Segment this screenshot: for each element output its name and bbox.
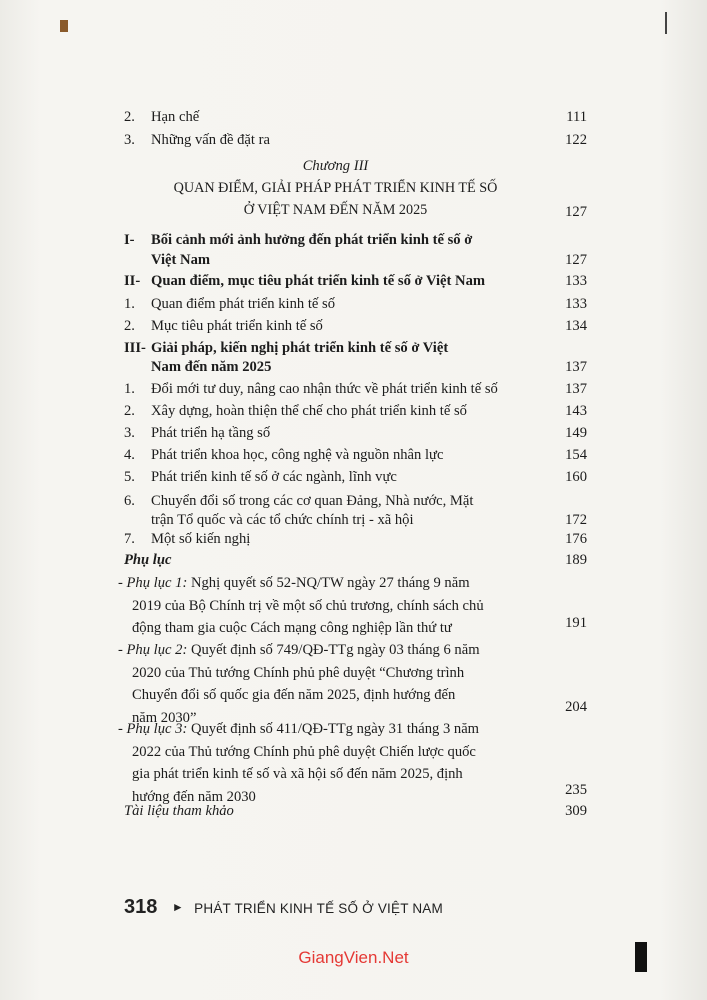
toc-item-text-line2: trận Tổ quốc và các tổ chức chính trị - xã hội	[151, 512, 414, 528]
chapter-title-line1: QUAN ĐIỂM, GIẢI PHÁP PHÁT TRIỂN KINH TẾ SỐ	[173, 180, 498, 196]
appendix-line: gia phát triển kinh tế số và xã hội số đến năm 2025, định	[132, 766, 463, 782]
toc-item-page: 111	[566, 109, 587, 125]
toc-item-text: Chuyển đổi số trong các cơ quan Đảng, Nhà nước, Mặt	[151, 493, 474, 509]
appendix-lead: - Phụ lục 1:	[118, 575, 188, 591]
toc-item-page: 133	[565, 296, 587, 312]
section-text: Giải pháp, kiến nghị phát triển kinh tế số ở Việt	[151, 340, 449, 356]
appendix-line: 2022 của Thủ tướng Chính phủ phê duyệt Chiến lược quốc	[132, 743, 476, 760]
toc-item-page: 143	[565, 403, 587, 419]
footer-page-number: 318	[124, 896, 158, 918]
appendix-page: 191	[565, 615, 587, 631]
toc-item-text: Xây dựng, hoàn thiện thể chế cho phát triển kinh tế số	[151, 403, 467, 419]
toc-item-text: Đổi mới tư duy, nâng cao nhận thức về phát triển kinh tế số	[151, 381, 498, 397]
section-page: 127	[565, 252, 587, 268]
section-number: III-	[124, 340, 146, 356]
toc-item-number: 1.	[124, 296, 135, 312]
toc-item-page: 154	[565, 447, 587, 463]
toc-item-text: Phát triển hạ tầng số	[151, 425, 271, 441]
toc-item-page: 149	[565, 425, 587, 441]
chapter-title-line2: Ở VIỆT NAM ĐẾN NĂM 2025	[243, 202, 428, 218]
footer-book-title: PHÁT TRIỂN KINH TẾ SỐ Ở VIỆT NAM	[194, 901, 443, 916]
appendix-page: 235	[565, 782, 587, 798]
appendix-lead: - Phụ lục 2:	[118, 642, 188, 658]
toc-item-text: Phát triển kinh tế số ở các ngành, lĩnh vực	[151, 469, 397, 485]
chapter-label: Chương III	[302, 158, 369, 174]
section-text-line2: Việt Nam	[151, 252, 211, 268]
appendix-entry	[118, 639, 518, 729]
toc-item-page: 134	[565, 318, 587, 334]
appendix-heading-text: Phụ lục	[124, 552, 172, 568]
scan-corner-mark	[60, 20, 68, 32]
section-page: 133	[565, 273, 587, 289]
appendix-page: 204	[565, 699, 587, 715]
toc-item-number: 6.	[124, 493, 135, 509]
appendix-line: Nghị quyết số 52-NQ/TW ngày 27 tháng 9 năm	[190, 575, 470, 591]
watermark: GiangVien.Net	[298, 948, 409, 967]
toc-item-number: 4.	[124, 447, 135, 463]
appendix-line: hướng đến năm 2030	[132, 788, 256, 805]
appendix-entry	[118, 718, 518, 808]
appendix-line: 2019 của Bộ Chính trị về một số chủ trương, chính sách chủ	[132, 597, 484, 614]
toc-item-text: Phát triển khoa học, công nghệ và nguồn nhân lực	[151, 447, 444, 463]
appendix-entry	[118, 572, 518, 640]
scan-edge-mark	[665, 12, 667, 34]
appendix-line: động tham gia cuộc Cách mạng công nghiệp lần thứ tư	[132, 620, 452, 636]
references-text: Tài liệu tham khảo	[124, 803, 234, 819]
appendix-heading-page: 189	[565, 552, 587, 568]
appendix-line: 2020 của Thủ tướng Chính phủ phê duyệt “Chương trình	[132, 664, 465, 681]
toc-item-number: 2.	[124, 318, 135, 334]
toc-item-number: 7.	[124, 531, 135, 547]
chapter-page: 127	[565, 204, 587, 220]
toc-item-number: 2.	[124, 109, 135, 125]
toc-item-number: 5.	[124, 469, 135, 485]
references-page: 309	[565, 803, 587, 819]
appendix-line: Quyết định số 749/QĐ-TTg ngày 03 tháng 6 năm	[190, 642, 480, 658]
appendix-lead: - Phụ lục 3:	[118, 721, 188, 737]
toc-item-number: 2.	[124, 403, 135, 419]
toc-item-number: 3.	[124, 425, 135, 441]
toc-item-text: Quan điểm phát triển kinh tế số	[151, 296, 336, 312]
toc-item-page: 172	[565, 512, 587, 528]
page-footer	[124, 896, 443, 919]
section-text: Bối cảnh mới ảnh hưởng đến phát triển kinh tế số ở	[151, 232, 473, 248]
appendix-line: năm 2030”	[132, 709, 197, 726]
section-number: II-	[124, 273, 141, 289]
toc-item-text: Hạn chế	[151, 109, 200, 125]
section-page: 137	[565, 359, 587, 375]
toc-item-text: Những vấn đề đặt ra	[151, 132, 270, 148]
section-number: I-	[124, 232, 135, 248]
section-text: Quan điểm, mục tiêu phát triển kinh tế số ở Việt Nam	[151, 273, 486, 289]
toc-item-page: 160	[565, 469, 587, 485]
toc-item-number: 1.	[124, 381, 135, 397]
appendix-line: Chuyển đổi số quốc gia đến năm 2025, định hướng đến	[132, 687, 456, 703]
toc-item-page: 176	[565, 531, 587, 547]
toc-item-text: Một số kiến nghị	[151, 531, 251, 547]
section-text-line2: Nam đến năm 2025	[151, 359, 272, 375]
footer-arrow-icon: ►	[171, 900, 184, 914]
appendix-line: Quyết định số 411/QĐ-TTg ngày 31 tháng 3 năm	[190, 721, 480, 737]
toc-item-page: 122	[565, 132, 587, 148]
toc-item-number: 3.	[124, 132, 135, 148]
toc-item-page: 137	[565, 381, 587, 397]
toc-item-text: Mục tiêu phát triển kinh tế số	[151, 318, 323, 334]
